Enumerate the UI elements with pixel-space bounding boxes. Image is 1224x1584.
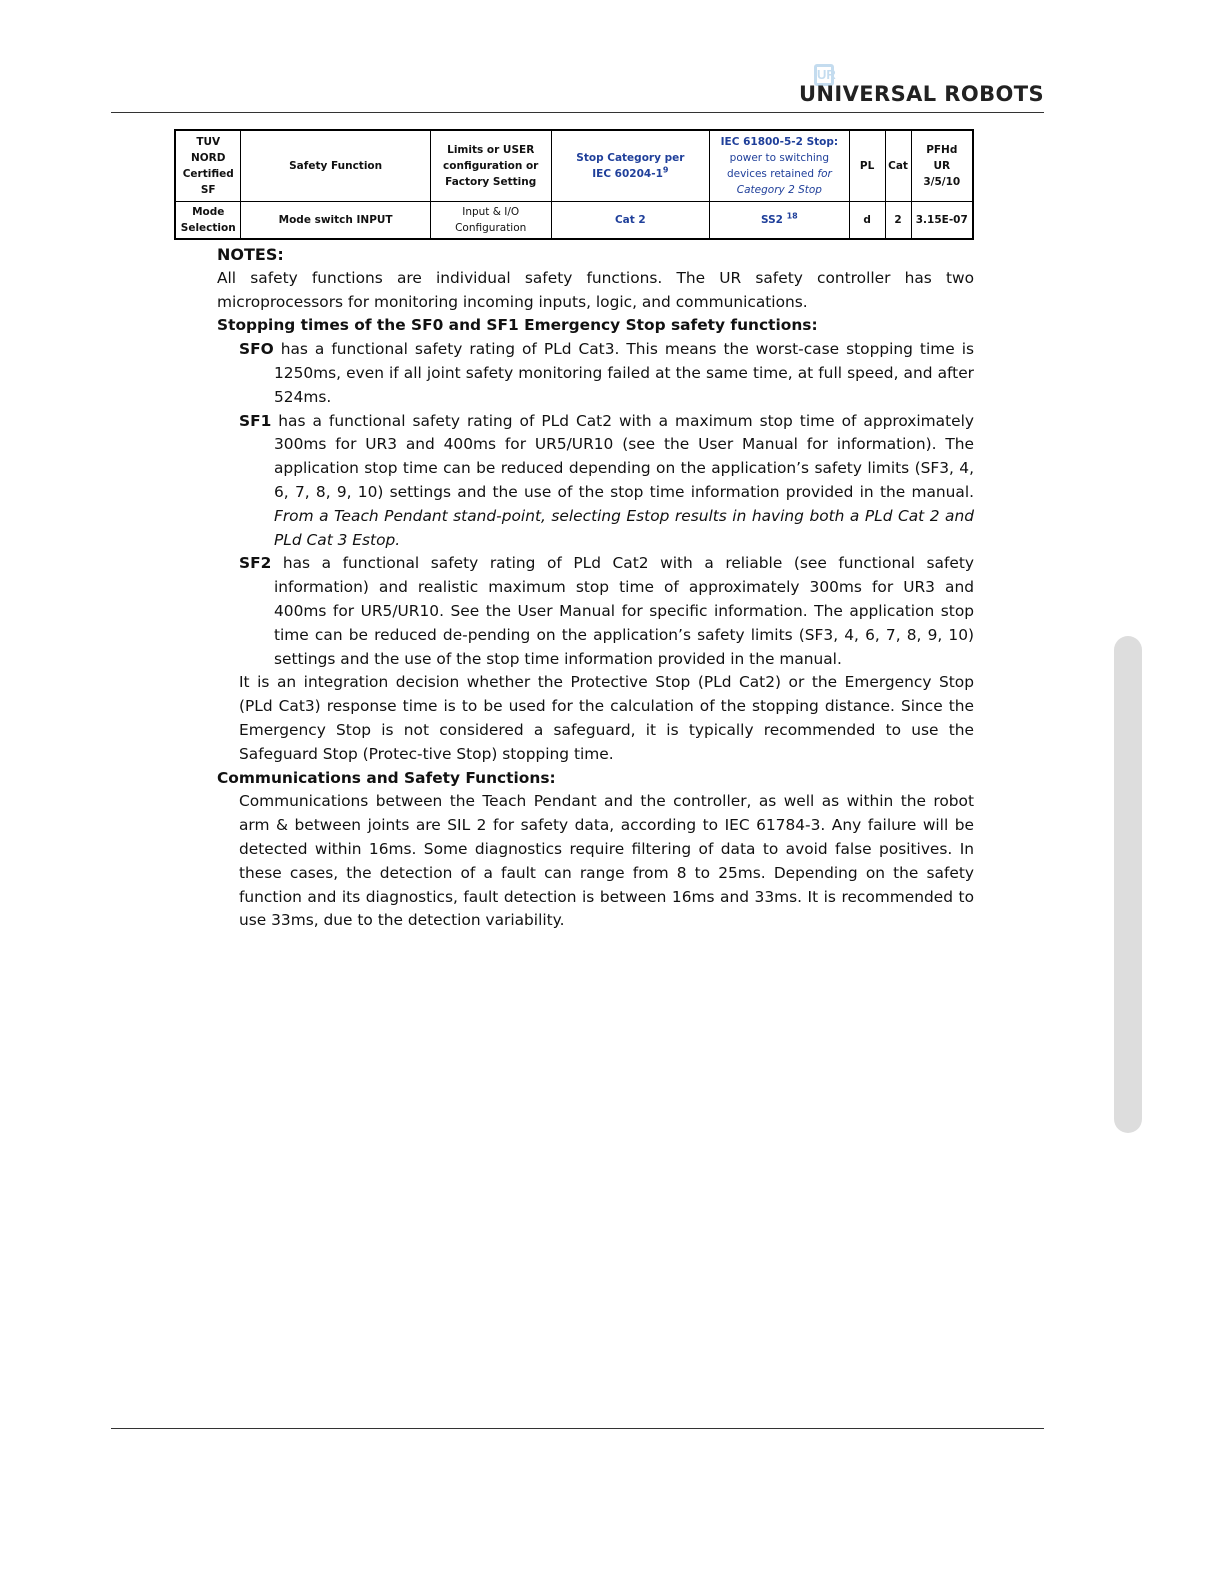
integration-note: It is an integration decision whether the Protective Stop (PLd Cat2) or the Emergency Stop (PLd Cat3) response time is to be used for the calculation of the stopping distance. Since the Emergency Stop is not considered a safeguard, it is typically recommended to use the Safeguard Stop (Protec-tive Stop) stopping time. [239, 673, 974, 763]
notes-section [217, 243, 974, 933]
header-text: IEC 61800-5-2 Stop: [720, 135, 839, 148]
cell-stop-category: Cat 2 [551, 201, 709, 239]
cell-sf [175, 201, 241, 239]
cell-text: Configuration [455, 221, 527, 234]
header-text: IEC 60204-1 [592, 167, 663, 180]
header-text: SF [200, 183, 216, 196]
header-text: Factory Setting [445, 175, 537, 188]
cell-limits [430, 201, 551, 239]
ur-logo-icon: UR [814, 64, 834, 86]
header-limits [430, 130, 551, 201]
sf1-note [217, 410, 974, 553]
cell-text: Input & I/O [462, 205, 520, 218]
header-text: for [817, 167, 832, 180]
header-text: Stop Category per [576, 151, 685, 164]
stopping-times-heading: Stopping times of the SF0 and SF1 Emergency Stop safety functions: [217, 316, 818, 335]
cell-pfhd: 3.15E-07 [911, 201, 973, 239]
table-header-row [175, 130, 973, 201]
header-rule [111, 112, 1044, 113]
safety-function-table [174, 129, 974, 240]
sf0-text: has a functional safety rating of PLd Cat3. This means the worst-case stopping time is 1250ms, even if all joint safety monitoring failed at the same time, at full speed, and after 524ms. [273, 340, 974, 406]
header-iec-61800-stop [710, 130, 850, 201]
notes-title: NOTES: [217, 245, 284, 264]
sf1-text: has a functional safety rating of PLd Cat2 with a maximum stop time of approximately 300ms for UR3 and 400ms for UR5/UR10 (see the User Manual for information). The application stop time can be reduced depending on the application’s safety limits (SF3, 4, 6, 7, 8, 9, 10) settings and the use of the stop time information provided in the manual. [271, 411, 974, 501]
communications-heading: Communications and Safety Functions: [217, 768, 556, 787]
header-tuv-nord-sf [175, 130, 241, 201]
sf2-label: SF2 [239, 554, 272, 573]
header-text: TUV NORD [190, 135, 226, 164]
sf0-note [217, 338, 974, 409]
footnote-ref: 9 [662, 165, 669, 175]
header-text: Certified [182, 167, 234, 180]
header-stop-category [551, 130, 709, 201]
sf2-text: has a functional safety rating of PLd Cat2 with a reliable (see functional safety information) and realistic maximum stop time of approximately 300ms for UR3 and 400ms for UR5/UR10. See the User Manual for specific information. The application stop time can be reduced de-pending on the application’s safety limits (SF3, 4, 6, 7, 8, 9, 10) settings and the use of the stop time information provided in the manual. [271, 554, 974, 668]
cell-text: Mode [192, 205, 225, 218]
header-text: configuration or [443, 159, 539, 172]
cell-pl: d [849, 201, 885, 239]
header-text: devices retained [726, 167, 818, 180]
cell-text: SS2 [760, 213, 783, 226]
cell-cat: 2 [885, 201, 911, 239]
header-text: UR 3/5/10 [923, 159, 961, 188]
sf1-label: SF1 [239, 411, 272, 430]
header-pfhd [911, 130, 973, 201]
cell-text: Selection [180, 221, 236, 234]
brand-logo [798, 62, 1044, 110]
header-text: Category 2 Stop [736, 183, 822, 196]
footer-rule [111, 1428, 1044, 1429]
scrollbar[interactable] [1114, 636, 1142, 1133]
header-pl: PL [849, 130, 885, 201]
header-text: Limits or USER [447, 143, 535, 156]
footnote-ref: 18 [786, 211, 798, 221]
sf1-italic-text: From a Teach Pendant stand-point, selecting Estop results in having both a PLd Cat 2 and PLd Cat 3 Estop. [274, 506, 974, 549]
cell-function: Mode switch INPUT [241, 201, 430, 239]
sf0-label: SFO [239, 340, 274, 359]
header-cat: Cat [885, 130, 911, 201]
brand-name: UNIVERSAL ROBOTS [798, 82, 1044, 106]
cell-iec-stop [710, 201, 850, 239]
header-text: power to switching [729, 151, 830, 164]
sf2-note [217, 552, 974, 671]
header-safety-function: Safety Function [241, 130, 430, 201]
notes-intro: All safety functions are individual safety functions. The UR safety controller has two microprocessors for monitoring incoming inputs, logic, and communications. [217, 268, 974, 311]
header-text: PFHd [926, 143, 958, 156]
table-row [175, 201, 973, 239]
communications-note: Communications between the Teach Pendant and the controller, as well as within the robot arm & between joints are SIL 2 for safety data, according to IEC 61784-3. Any failure will be detected within 16ms. Some diagnostics require filtering of data to avoid false positives. In these cases, the detection of a fault can range from 8 to 25ms. Depending on the safety function and its diagnostics, fault detection is between 16ms and 33ms. It is recommended to use 33ms, due to the detection variability. [239, 792, 974, 930]
